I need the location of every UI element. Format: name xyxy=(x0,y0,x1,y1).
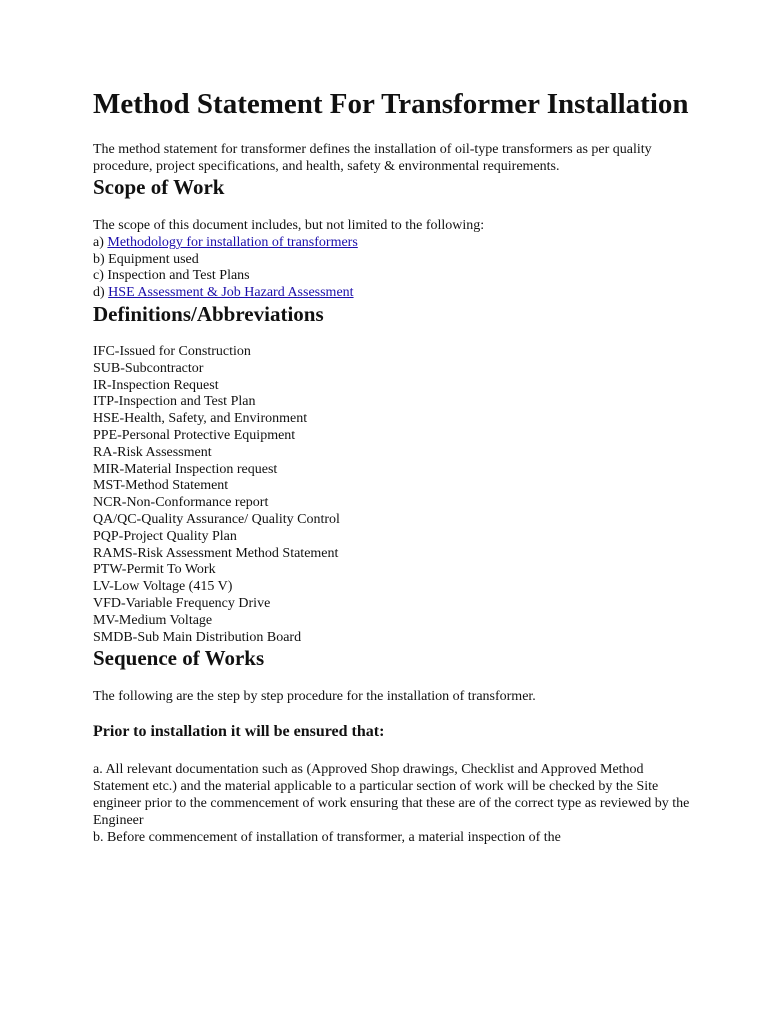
scope-list xyxy=(93,218,693,302)
definition-item: IR-Inspection Request xyxy=(93,377,219,393)
definition-item: ITP-Inspection and Test Plan xyxy=(93,394,256,410)
scope-item-c xyxy=(93,268,693,285)
definition-item: VFD-Variable Frequency Drive xyxy=(93,595,271,611)
definition-item: QA/QC-Quality Assurance/ Quality Control xyxy=(93,511,340,527)
hse-assessment-link[interactable]: HSE Assessment & Job Hazard Assessment xyxy=(108,285,354,301)
scope-item-b xyxy=(93,252,693,269)
scope-item-prefix: b) xyxy=(93,251,109,267)
definition-item: NCR-Non-Conformance report xyxy=(93,495,269,511)
definition-item: HSE-Health, Safety, and Environment xyxy=(93,411,308,427)
definitions-list xyxy=(93,344,693,646)
document-title: Method Statement For Transformer Installation xyxy=(93,88,689,120)
step-item: a. All relevant documentation such as (Approved Shop drawings, Checklist and Approved Method Statement etc.) and the material applicable to a particular section of work will be checked by the Site engineer prior to the commencement of work ensuring that these are of the correct type as reviewed by the Engineer xyxy=(93,762,690,829)
definition-item: LV-Low Voltage (415 V) xyxy=(93,579,233,595)
definition-item: SUB-Subcontractor xyxy=(93,360,204,376)
steps-list xyxy=(93,761,693,846)
definition-item: SMDB-Sub Main Distribution Board xyxy=(93,629,302,645)
definition-item: MIR-Material Inspection request xyxy=(93,461,278,477)
intro-paragraph: The method statement for transformer defines the installation of oil-type transformers as per quality procedure, project specifications, and health, safety & environmental requirements. xyxy=(93,142,652,174)
definition-item: MST-Method Statement xyxy=(93,478,229,494)
definition-item: RAMS-Risk Assessment Method Statement xyxy=(93,545,339,561)
scope-heading: Scope of Work xyxy=(93,175,225,199)
definition-item: RA-Risk Assessment xyxy=(93,444,212,460)
scope-item-prefix: c) xyxy=(93,268,108,284)
methodology-link[interactable]: Methodology for installation of transformers xyxy=(107,234,358,250)
scope-item-prefix: d) xyxy=(93,285,109,301)
prior-installation-subheading: Prior to installation it will be ensured that: xyxy=(93,723,385,741)
scope-item-text: Equipment used xyxy=(108,251,199,267)
scope-lead: The scope of this document includes, but not limited to the following: xyxy=(93,218,485,233)
definition-item: PQP-Project Quality Plan xyxy=(93,528,237,544)
sequence-lead: The following are the step by step procedure for the installation of transformer. xyxy=(93,689,536,705)
scope-item-text: Inspection and Test Plans xyxy=(107,268,250,284)
definition-item: PTW-Permit To Work xyxy=(93,562,216,578)
definition-item: PPE-Personal Protective Equipment xyxy=(93,427,296,443)
scope-item-a xyxy=(93,235,693,252)
scope-item-prefix: a) xyxy=(93,234,108,250)
document-page xyxy=(93,88,693,846)
sequence-heading: Sequence of Works xyxy=(93,646,265,671)
definitions-heading: Definitions/Abbreviations xyxy=(93,301,324,326)
step-item: b. Before commencement of installation of transformer, a material inspection of the xyxy=(93,830,561,846)
definition-item: MV-Medium Voltage xyxy=(93,612,213,628)
definition-item: IFC-Issued for Construction xyxy=(93,343,251,359)
scope-item-d xyxy=(93,285,693,302)
